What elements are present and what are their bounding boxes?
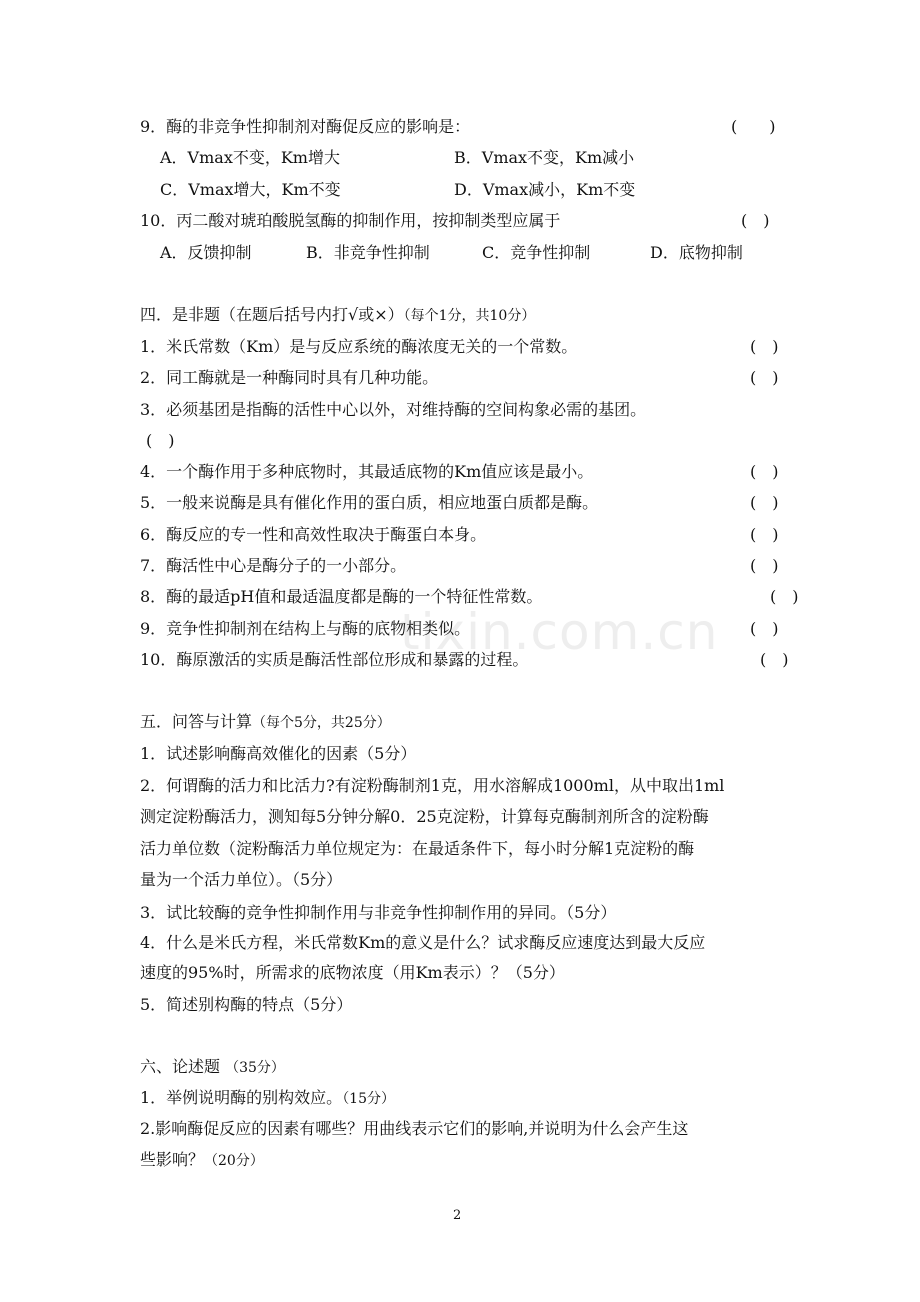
tf-item-9-paren: ( ) bbox=[750, 619, 779, 638]
q10-option-d: D．底物抑制 bbox=[650, 243, 743, 262]
tf-item-8-paren: ( ) bbox=[770, 587, 799, 606]
section6-title-text: 六、论述题 bbox=[140, 1057, 221, 1076]
tf-item-7-paren: ( ) bbox=[750, 556, 779, 575]
q10-answer-paren: ( ) bbox=[741, 211, 770, 230]
q9-stem: 9．酶的非竞争性抑制剂对酶促反应的影响是： bbox=[140, 117, 471, 136]
tf-item-1-paren: ( ) bbox=[750, 337, 779, 356]
q9-option-d: D．Vmax减小，Km不变 bbox=[454, 180, 636, 199]
essay-question-2-points: （20分） bbox=[204, 1153, 264, 1169]
q10-option-b: B．非竞争性抑制 bbox=[306, 243, 430, 262]
qa-question-5: 5．简述别构酶的特点（5分） bbox=[140, 995, 353, 1014]
section5-title bbox=[140, 712, 391, 733]
tf-item-3: 3．必须基团是指酶的活性中心以外，对维持酶的空间构象必需的基团。 bbox=[140, 400, 647, 419]
qa-question-2-line-2: 测定淀粉酶活力，测知每5分钟分解0．25克淀粉，计算每克酶制剂所含的淀粉酶 bbox=[140, 807, 709, 826]
tf-item-5-paren: ( ) bbox=[750, 493, 779, 512]
tf-item-4-paren: ( ) bbox=[750, 462, 779, 481]
q9-option-c: C．Vmax增大，Km不变 bbox=[160, 180, 341, 199]
tf-item-3-paren: ( ) bbox=[146, 431, 175, 450]
qa-question-2-line-3: 活力单位数（淀粉酶活力单位规定为：在最适条件下，每小时分解1克淀粉的酶 bbox=[140, 839, 695, 858]
watermark: tixin.com.cn bbox=[400, 603, 719, 661]
section5-points: （每个5分，共25分） bbox=[252, 715, 391, 731]
tf-item-9: 9．竞争性抑制剂在结构上与酶的底物相类似。 bbox=[140, 619, 471, 638]
section6-title bbox=[140, 1057, 285, 1078]
essay-question-1 bbox=[140, 1088, 395, 1109]
tf-item-8: 8．酶的最适pH值和最适温度都是酶的一个特征性常数。 bbox=[140, 587, 543, 606]
section4-title-text: 四．是非题（在题后括号内打√或×） bbox=[140, 305, 404, 324]
essay-question-1-points: （15分） bbox=[342, 1091, 396, 1107]
essay-question-2-text: 些影响？ bbox=[140, 1150, 205, 1169]
tf-item-2-paren: ( ) bbox=[750, 368, 779, 387]
qa-question-2-line-1: 2．何谓酶的活力和比活力?有淀粉酶制剂1克，用水溶解成1000ml，从中取出1ml bbox=[140, 776, 725, 795]
qa-question-4-line-1: 4．什么是米氏方程，米氏常数Km的意义是什么？试求酶反应速度达到最大反应 bbox=[140, 933, 706, 952]
tf-item-5: 5．一般来说酶是具有催化作用的蛋白质，相应地蛋白质都是酶。 bbox=[140, 493, 599, 512]
q9-option-b: B．Vmax不变，Km减小 bbox=[454, 148, 635, 167]
q10-option-c: C．竞争性抑制 bbox=[482, 243, 591, 262]
tf-item-10: 10．酶原激活的实质是酶活性部位形成和暴露的过程。 bbox=[140, 650, 529, 669]
tf-item-7: 7．酶活性中心是酶分子的一小部分。 bbox=[140, 556, 407, 575]
q9-answer-paren: ( ) bbox=[731, 117, 776, 136]
qa-question-2-line-4: 量为一个活力单位）。（5分） bbox=[140, 870, 343, 889]
q9-option-a: A．Vmax不变，Km增大 bbox=[160, 148, 340, 167]
section4-points: （每个1分，共10分） bbox=[403, 308, 536, 324]
tf-item-6-paren: ( ) bbox=[750, 525, 779, 544]
essay-question-2-line-1: 2.影响酶促反应的因素有哪些？用曲线表示它们的影响,并说明为什么会产生这 bbox=[140, 1119, 689, 1138]
tf-item-1: 1．米氏常数（Km）是与反应系统的酶浓度无关的一个常数。 bbox=[140, 337, 578, 356]
tf-item-4: 4．一个酶作用于多种底物时，其最适底物的Km值应该是最小。 bbox=[140, 462, 594, 481]
qa-question-3: 3．试比较酶的竞争性抑制作用与非竞争性抑制作用的异同。（5分） bbox=[140, 903, 617, 922]
section4-title bbox=[140, 305, 535, 326]
page-number: 2 bbox=[453, 1208, 462, 1223]
qa-question-4-line-2: 速度的95%时，所需求的底物浓度（用Km表示）？（5分） bbox=[140, 963, 565, 982]
tf-item-10-paren: ( ) bbox=[760, 650, 789, 669]
essay-question-1-text: 1．举例说明酶的别构效应。 bbox=[140, 1088, 343, 1107]
q10-stem: 10．丙二酸对琥珀酸脱氢酶的抑制作用，按抑制类型应属于 bbox=[140, 211, 561, 230]
section6-points: （35分） bbox=[225, 1060, 285, 1076]
qa-question-1: 1．试述影响酶高效催化的因素（5分） bbox=[140, 744, 417, 763]
essay-question-2-line-2 bbox=[140, 1150, 264, 1171]
q10-option-a: A．反馈抑制 bbox=[160, 243, 252, 262]
tf-item-6: 6．酶反应的专一性和高效性取决于酶蛋白本身。 bbox=[140, 525, 487, 544]
tf-item-2: 2．同工酶就是一种酶同时具有几种功能。 bbox=[140, 368, 439, 387]
section5-title-text: 五．问答与计算 bbox=[140, 712, 253, 731]
